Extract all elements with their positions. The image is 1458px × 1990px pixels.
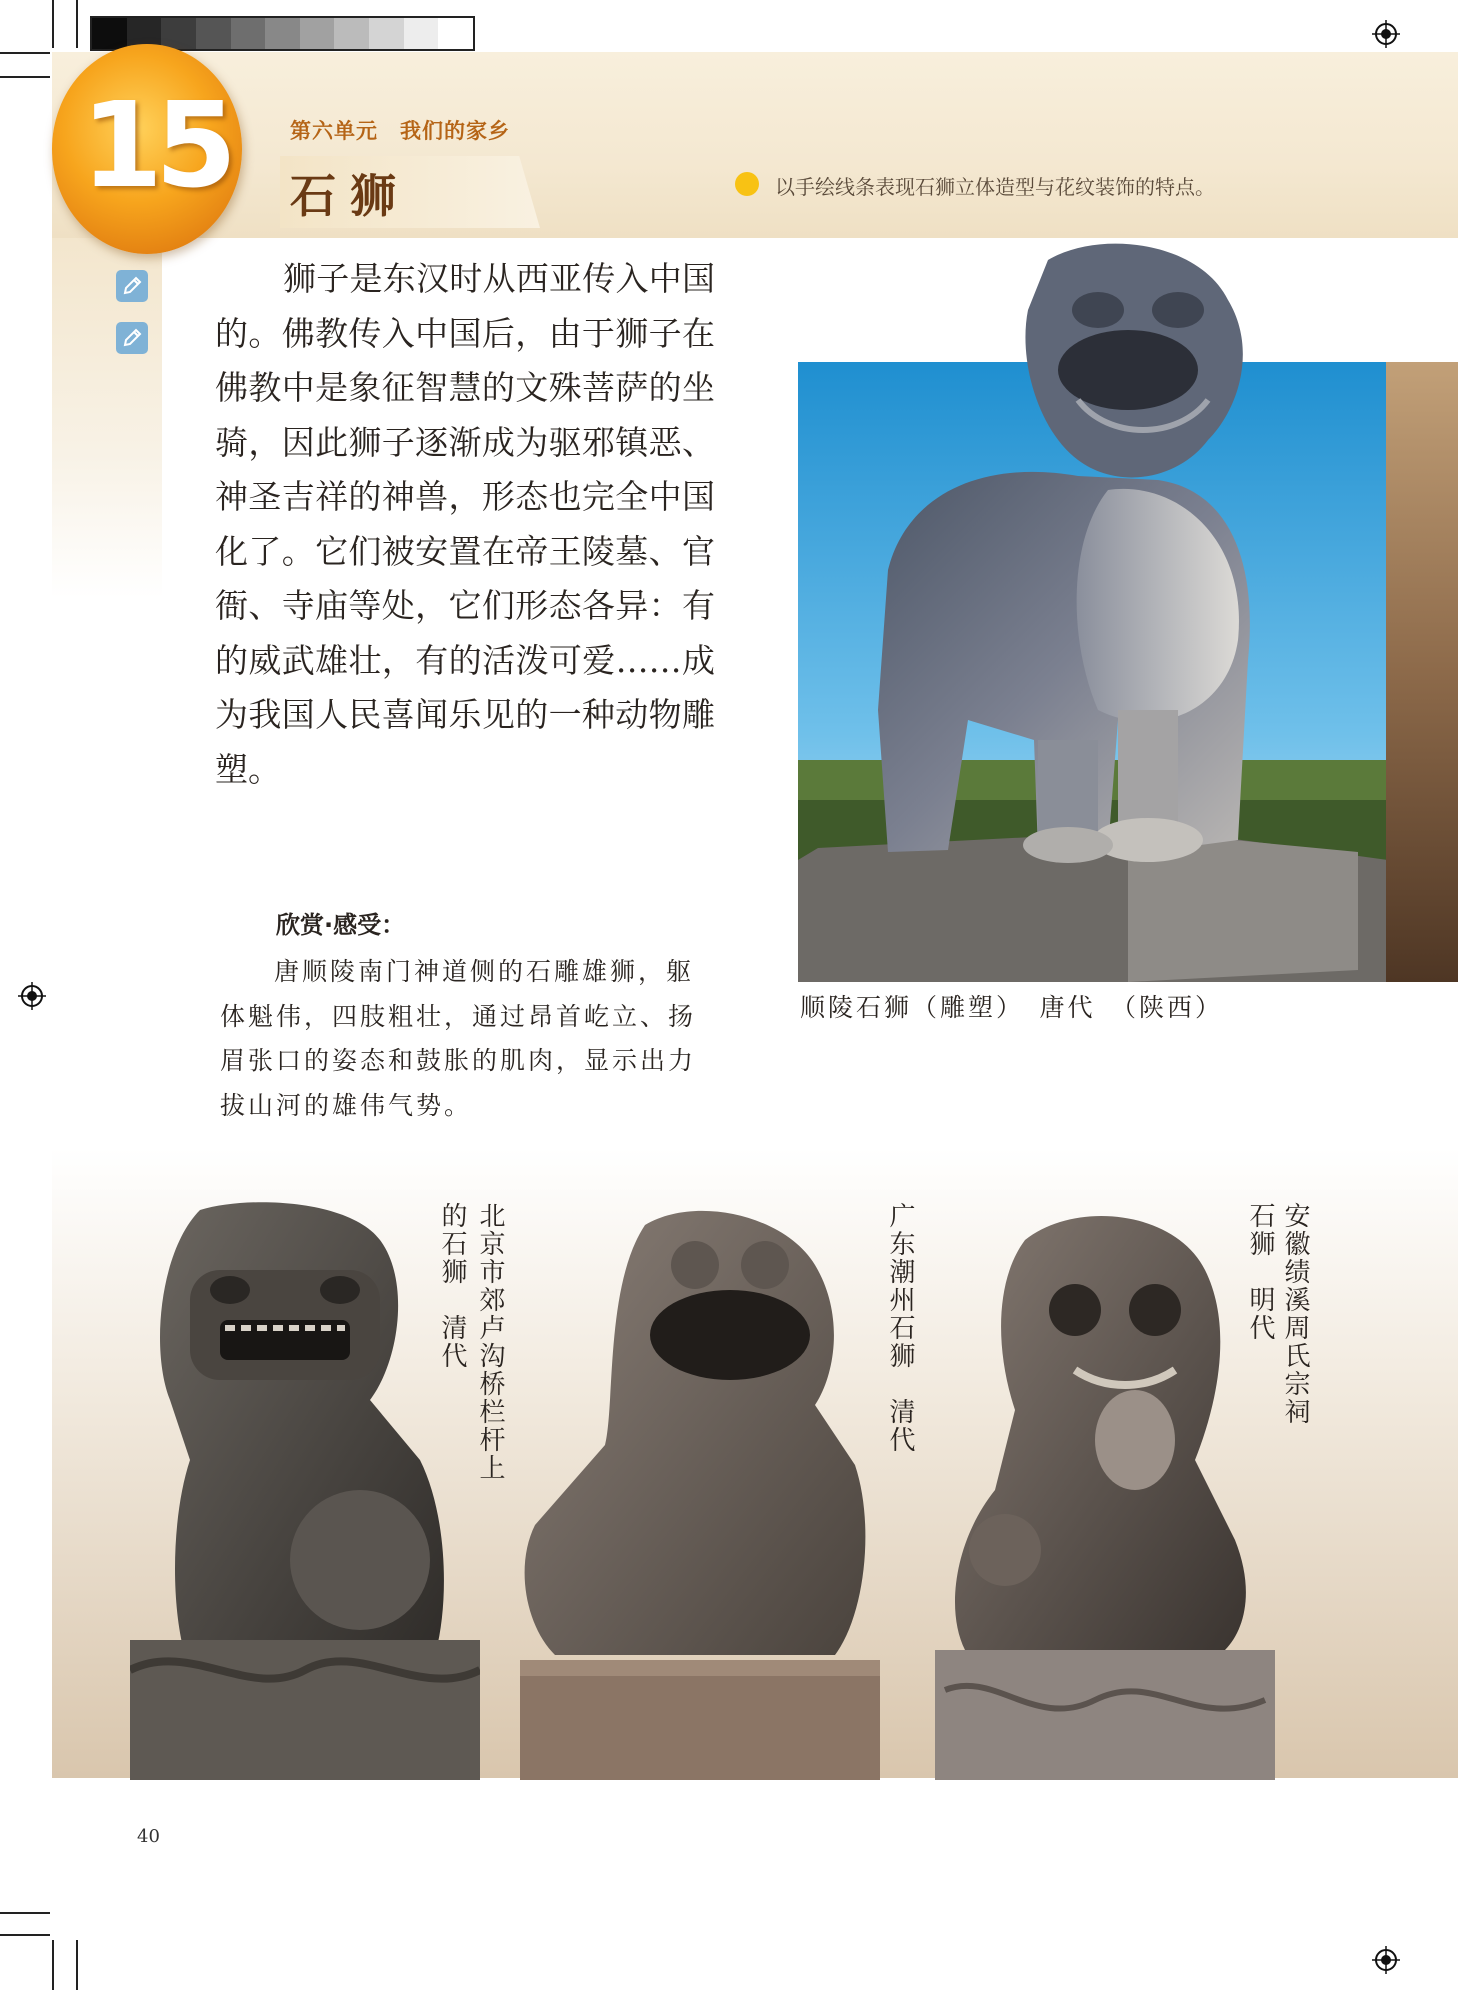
page-number: 40 bbox=[137, 1826, 160, 1847]
crop-mark bbox=[0, 1934, 50, 1936]
crop-mark bbox=[0, 1912, 50, 1914]
body-paragraph: 狮子是东汉时从西亚传入中国的。佛教传入中国后，由于狮子在佛教中是象征智慧的文殊菩萨的坐骑，因此狮子逐渐成为驱邪镇恶、神圣吉祥的神兽，形态也完全中国化了。它们被安置在帝王陵墓、官衙、寺庙等处，它们形态各异：有的威武雄壮，有的活泼可爱……成为我国人民喜闻乐见的一种动物雕塑。 bbox=[215, 259, 715, 789]
crop-mark bbox=[76, 1940, 78, 1990]
crop-mark bbox=[52, 1940, 54, 1990]
registration-mark-icon bbox=[1372, 20, 1400, 48]
crop-mark bbox=[0, 52, 50, 54]
pencil-icon bbox=[116, 270, 148, 302]
shunling-lion-photo bbox=[798, 240, 1386, 982]
beijing-lion-caption-line2: 的石狮 清代 bbox=[437, 1202, 467, 1370]
chaozhou-lion-caption: 广东潮州石狮 清代 bbox=[885, 1202, 915, 1454]
appreciation-paragraph: 唐顺陵南门神道侧的石雕雄狮，躯体魁伟，四肢粗壮，通过昂首屹立、扬眉张口的姿态和鼓胀的肌肉，显示出力拔山河的雄伟气势。 bbox=[220, 957, 697, 1120]
crop-mark bbox=[76, 0, 78, 48]
registration-mark-icon bbox=[1372, 1946, 1400, 1974]
main-photo-caption: 顺陵石狮（雕塑） 唐代 （陕西） bbox=[800, 993, 1224, 1022]
appreciation-heading: 欣赏·感受： bbox=[276, 911, 406, 939]
partial-lion-photo bbox=[1386, 362, 1458, 982]
lesson-objective: 以手绘线条表现石狮立体造型与花纹装饰的特点。 bbox=[775, 175, 1215, 199]
main-text bbox=[215, 252, 715, 797]
pencil-icon bbox=[116, 322, 148, 354]
unit-label: 第六单元 我们的家乡 bbox=[290, 119, 510, 143]
lesson-title: 石狮 bbox=[290, 169, 410, 223]
crop-mark bbox=[0, 76, 50, 78]
lugou-bridge-lion-photo bbox=[130, 1200, 480, 1780]
anhui-lion-caption-line1: 安徽绩溪周氏宗祠 bbox=[1280, 1202, 1310, 1426]
chaozhou-lion-photo bbox=[515, 1205, 885, 1780]
registration-mark-icon bbox=[18, 982, 46, 1010]
header-band bbox=[52, 52, 1458, 238]
appreciation-text bbox=[220, 950, 710, 1128]
anhui-lion-caption-line2: 石狮 明代 bbox=[1245, 1202, 1275, 1342]
beijing-lion-caption-line1: 北京市郊卢沟桥栏杆上 bbox=[475, 1202, 505, 1482]
crop-mark bbox=[52, 0, 54, 48]
lesson-number: 15 bbox=[80, 76, 230, 214]
objective-bullet bbox=[735, 172, 759, 196]
jixi-lion-photo bbox=[935, 1210, 1275, 1780]
